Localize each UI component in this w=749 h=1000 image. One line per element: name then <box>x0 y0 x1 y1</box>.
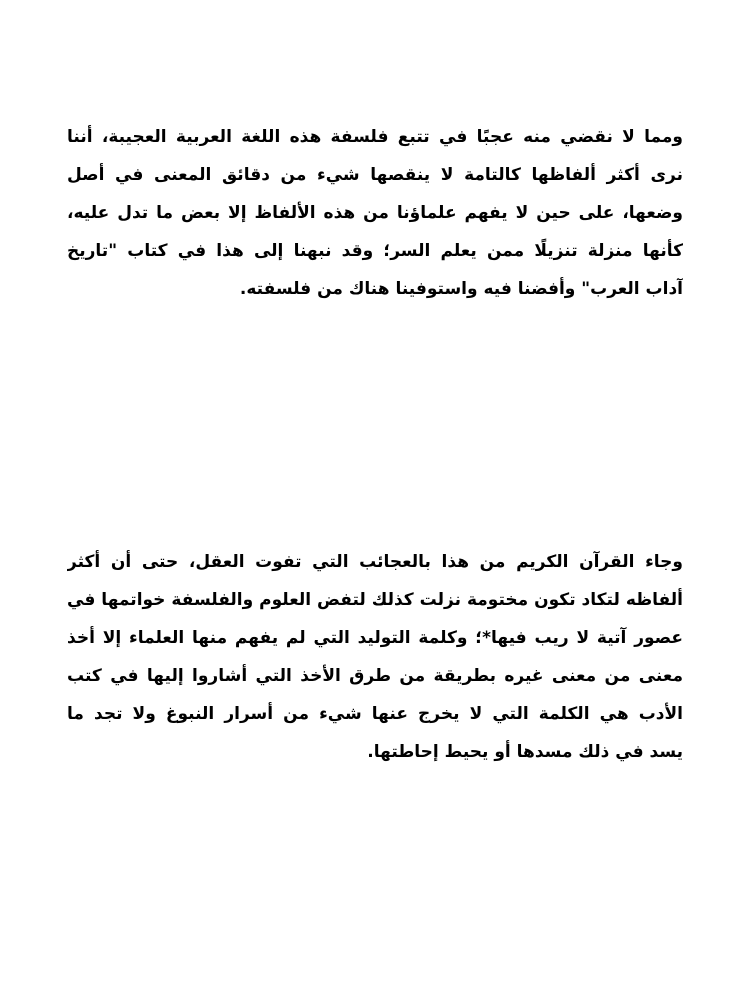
paragraph-2-line-1: وجاء القرآن الكريم من هذا بالعجائب التي تفوت العقل، حتى أن أكثر <box>67 552 683 572</box>
paragraph-1-line-4: كأنها منزلة تنزيلًا ممن يعلم السر؛ وقد نبهنا إلى هذا في كتاب "تاريخ <box>67 241 683 261</box>
paragraph-1-line-5: آداب العرب" وأفضنا فيه واستوفينا هناك من فلسفته. <box>239 279 683 299</box>
paragraph-2-line-6: يسد في ذلك مسدها أو يحيط إحاطتها. <box>367 742 683 762</box>
paragraph-1-line-3: وضعها، على حين لا يفهم علماؤنا من هذه الألفاظ إلا بعض ما تدل عليه، <box>67 203 683 223</box>
paragraph-1 <box>67 118 683 308</box>
paragraph-2-line-5: الأدب هي الكلمة التي لا يخرج عنها شيء من أسرار النبوغ ولا تجد ما <box>67 704 683 724</box>
paragraph-2 <box>67 543 683 771</box>
paragraph-1-line-1: ومما لا نقضي منه عجبًا في تتبع فلسفة هذه اللغة العربية العجيبة، أننا <box>67 127 683 147</box>
paragraph-2-line-2: ألفاظه لتكاد تكون مختومة نزلت كذلك لتفض العلوم والفلسفة خواتمها في <box>67 590 683 610</box>
paragraph-2-line-4: معنى من معنى غيره بطريقة من طرق الأخذ التي أشاروا إليها في كتب <box>67 666 683 686</box>
paragraph-1-line-2: نرى أكثر ألفاظها كالتامة لا ينقصها شيء من دقائق المعنى في أصل <box>67 165 683 185</box>
paragraph-2-line-3: عصور آتية لا ريب فيها*؛ وكلمة التوليد التي لم يفهم منها العلماء إلا أخذ <box>67 628 683 648</box>
